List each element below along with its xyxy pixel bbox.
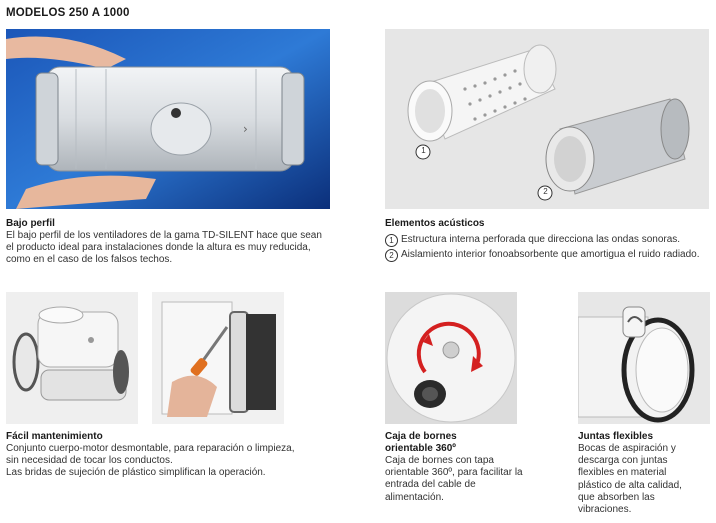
terminal-box-section xyxy=(385,431,535,504)
maintenance-title: Fácil mantenimiento xyxy=(6,431,103,442)
figure-label-1: 1 xyxy=(421,146,426,155)
number-1-badge: 1 xyxy=(385,234,398,247)
low-profile-title: Bajo perfil xyxy=(6,218,55,229)
flexible-joints-body: Bocas de aspiración y descarga con juntas flexibles en material plástico de alta calidad, que absorben las vibraciones. xyxy=(578,443,682,516)
flexible-joints-photo xyxy=(578,292,710,424)
maintenance-photo-2 xyxy=(152,292,284,424)
svg-text:›: › xyxy=(243,122,248,136)
maintenance-body-1: Conjunto cuerpo-motor desmontable, para reparación o limpieza, sin necesidad de tocar los conductos. xyxy=(6,443,295,467)
maintenance-section xyxy=(6,431,296,480)
acoustic-title: Elementos acústicos xyxy=(385,218,485,229)
flexible-joints-section xyxy=(578,431,708,516)
acoustic-item-2-text: Aislamiento interior fonoabsorbente que amortigua el ruido radiado. xyxy=(401,249,700,260)
terminal-box-body: Caja de bornes con tapa orientable 360º, para facilitar la entrada del cable de alimentación. xyxy=(385,455,523,503)
figure-label-2: 2 xyxy=(543,187,548,196)
acoustic-section xyxy=(385,218,711,262)
flexible-joints-title: Juntas flexibles xyxy=(578,431,654,442)
terminal-box-title-line-1: Caja de bornes xyxy=(385,431,457,442)
maintenance-body-2: Las bridas de sujeción de plástico simplifican la operación. xyxy=(6,467,266,479)
low-profile-section xyxy=(6,218,332,267)
terminal-box-title-line-2: orientable 360º xyxy=(385,443,456,454)
terminal-box-photo xyxy=(385,292,517,424)
acoustic-item-1 xyxy=(385,232,711,247)
page-heading: MODELOS 250 A 1000 xyxy=(6,7,130,19)
acoustic-item-1-text: Estructura interna perforada que direcciona las ondas sonoras. xyxy=(401,234,681,245)
acoustic-item-2 xyxy=(385,247,711,262)
acoustic-elements-photo xyxy=(385,29,709,209)
low-profile-fan-photo xyxy=(6,29,330,209)
low-profile-body: El bajo perfil de los ventiladores de la gama TD-SILENT hace que sean el producto ideal para instalaciones donde la altura es muy reducida, como en el caso de los falsos techos. xyxy=(6,230,322,266)
number-2-badge: 2 xyxy=(385,249,398,262)
maintenance-photo-1 xyxy=(6,292,138,424)
